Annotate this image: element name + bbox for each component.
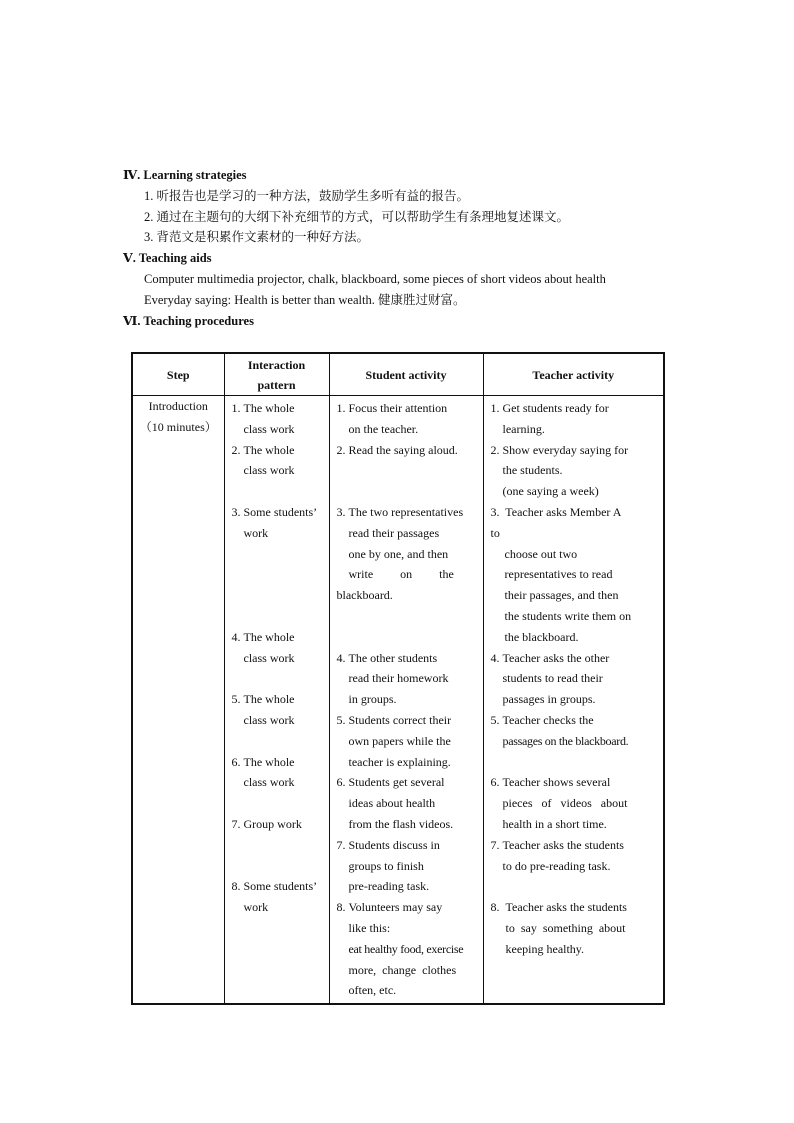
student-item-3: 3. The two representatives read their passages one by one, and then write on the blackboard. xyxy=(336,504,464,603)
interaction-item-5: 5. The whole class work xyxy=(231,692,295,727)
interaction-item-3: 3. Some students’ work xyxy=(231,504,318,540)
header-teacher-activity: Teacher activity xyxy=(483,353,664,396)
teaching-aids-line-1: Computer multimedia projector, chalk, blackboard, some pieces of short videos about health xyxy=(144,272,606,286)
section-heading-teaching-aids: Ⅴ. Teaching aids xyxy=(123,251,212,265)
interaction-item-7: 7. Group work xyxy=(231,816,302,831)
strategy-item-2: 2. 通过在主题句的大纲下补充细节的方式，可以帮助学生有条理地复述课文。 xyxy=(144,210,570,224)
step-cell xyxy=(132,396,224,1005)
section-heading-learning-strategies: Ⅳ. Learning strategies xyxy=(123,168,247,182)
teaching-aids-line-2: Everyday saying: Health is better than wealth. 健康胜过财富。 xyxy=(144,293,466,307)
teacher-item-4: 4. Teacher asks the other students to read their passages in groups. xyxy=(490,650,610,707)
student-item-5: 5. Students correct their own papers while the teacher is explaining. xyxy=(336,712,452,769)
student-item-8: 8. Volunteers may say like this: eat healthy food, exercise more, change clothes often, etc. xyxy=(336,900,464,998)
teacher-item-8: 8. Teacher asks the students to say something about keeping healthy. xyxy=(490,900,627,956)
teacher-activity-cell xyxy=(483,396,664,1005)
interaction-item-6: 6. The whole class work xyxy=(231,754,295,790)
table-header-row xyxy=(132,353,664,396)
teacher-item-1: 1. Get students ready for learning. xyxy=(490,401,609,436)
teaching-procedures-table xyxy=(131,352,665,1005)
student-item-1: 1. Focus their attention on the teacher. xyxy=(336,401,448,436)
strategy-item-3: 3. 背范文是积累作文素材的一种好方法。 xyxy=(144,230,370,244)
student-item-7: 7. Students discuss in groups to finish pre-reading task. xyxy=(336,837,440,894)
strategy-item-1: 1. 听报告也是学习的一种方法，鼓励学生多听有益的报告。 xyxy=(144,189,470,203)
interaction-item-4: 4. The whole class work xyxy=(231,629,295,665)
teacher-item-6: 6. Teacher shows several pieces of videos about health in a short time. xyxy=(490,775,628,831)
interaction-item-1: 1. The whole class work xyxy=(231,401,295,436)
teacher-item-7: 7. Teacher asks the students to do pre-reading task. xyxy=(490,837,624,873)
step-duration: （10 minutes） xyxy=(139,419,217,434)
interaction-pattern-cell xyxy=(224,396,329,1005)
teacher-item-2: 2. Show everyday saying for the students. (one saying a week) xyxy=(490,442,629,499)
student-item-6: 6. Students get several ideas about health from the flash videos. xyxy=(336,775,454,831)
teacher-item-3: 3. Teacher asks Member A to choose out two representatives to read their passages, and then the students write them on the blackboard. xyxy=(490,504,632,644)
header-step: Step xyxy=(132,353,224,396)
interaction-item-2: 2. The whole class work xyxy=(231,442,295,478)
header-interaction-pattern: Interaction pattern xyxy=(224,353,329,396)
student-item-4: 4. The other students read their homework in groups. xyxy=(336,650,449,707)
teacher-item-5: 5. Teacher checks the passages on the blackboard. xyxy=(490,712,629,748)
header-student-activity: Student activity xyxy=(329,353,483,396)
interaction-item-8: 8. Some students’ work xyxy=(231,879,318,915)
step-label: Introduction xyxy=(148,399,208,413)
student-item-2: 2. Read the saying aloud. xyxy=(336,442,458,457)
section-heading-teaching-procedures: Ⅵ. Teaching procedures xyxy=(123,314,254,328)
student-activity-cell xyxy=(329,396,483,1005)
table-row xyxy=(132,396,664,1005)
